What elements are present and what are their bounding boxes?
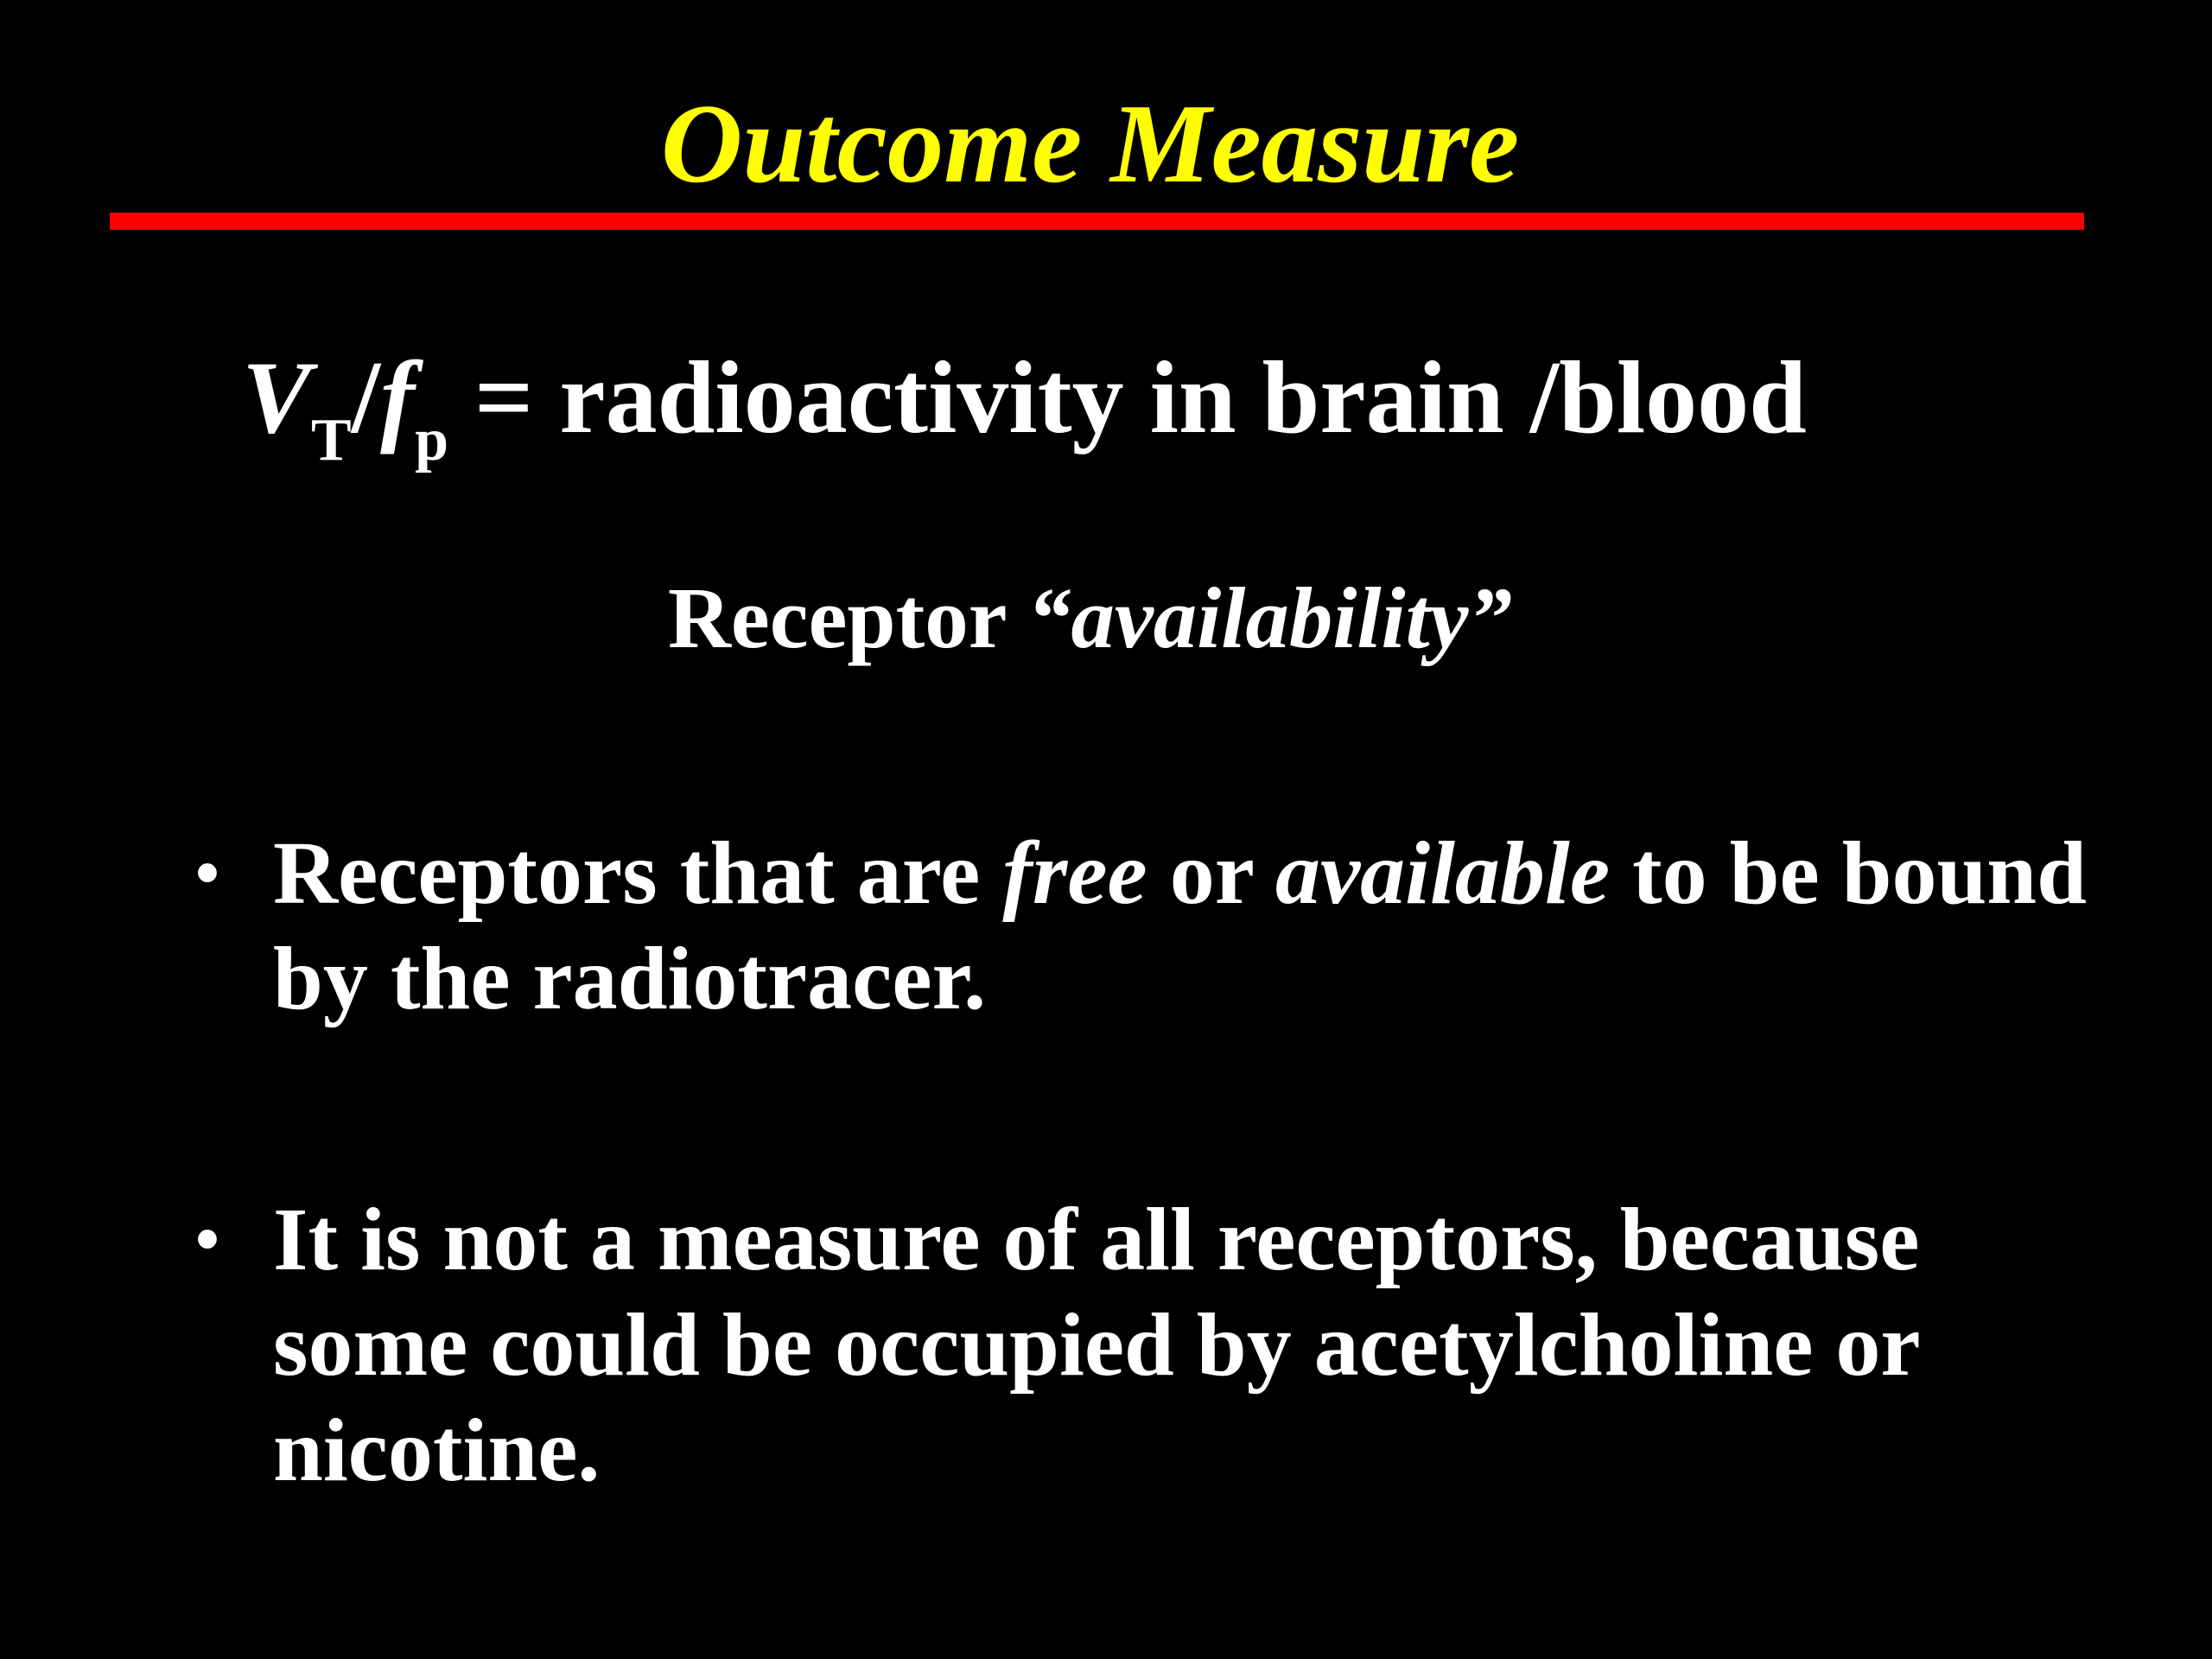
slide-title: Outcome Measure <box>660 81 1520 207</box>
bullet-item <box>181 1187 2134 1503</box>
bullet-text-segment: free <box>1002 823 1147 923</box>
title-underline-rule <box>110 213 2084 230</box>
formula-definition: = radioactivity in brain /blood <box>448 340 1807 454</box>
subheading-italic: “availability” <box>1027 569 1512 666</box>
bullet-text-segment: to be bound by the radiotracer. <box>273 823 2087 1028</box>
formula-slash: / <box>351 340 381 454</box>
bullet-dot-icon: • <box>194 1202 219 1278</box>
bullet-list <box>181 821 2134 1503</box>
formula-denominator-symbol: f <box>380 340 416 454</box>
bullet-item <box>181 821 2134 1032</box>
bullet-text-segment: It is not a measure of all receptors, because some could be occupied by acetylcholine or nicotine. <box>273 1190 1920 1500</box>
subheading-plain: Receptor <box>667 569 1027 666</box>
bullet-text-segment: Receptors that are <box>273 823 1003 923</box>
bullet-dot-icon: • <box>194 836 219 912</box>
bullet-text-segment: available <box>1274 823 1610 923</box>
formula-denominator-subscript: p <box>415 406 448 474</box>
formula-numerator-subscript: T <box>311 406 352 474</box>
formula-numerator-symbol: V <box>242 340 312 454</box>
bullet-text-segment: or <box>1147 823 1275 923</box>
formula-line <box>242 333 1807 474</box>
subheading <box>0 562 2180 674</box>
